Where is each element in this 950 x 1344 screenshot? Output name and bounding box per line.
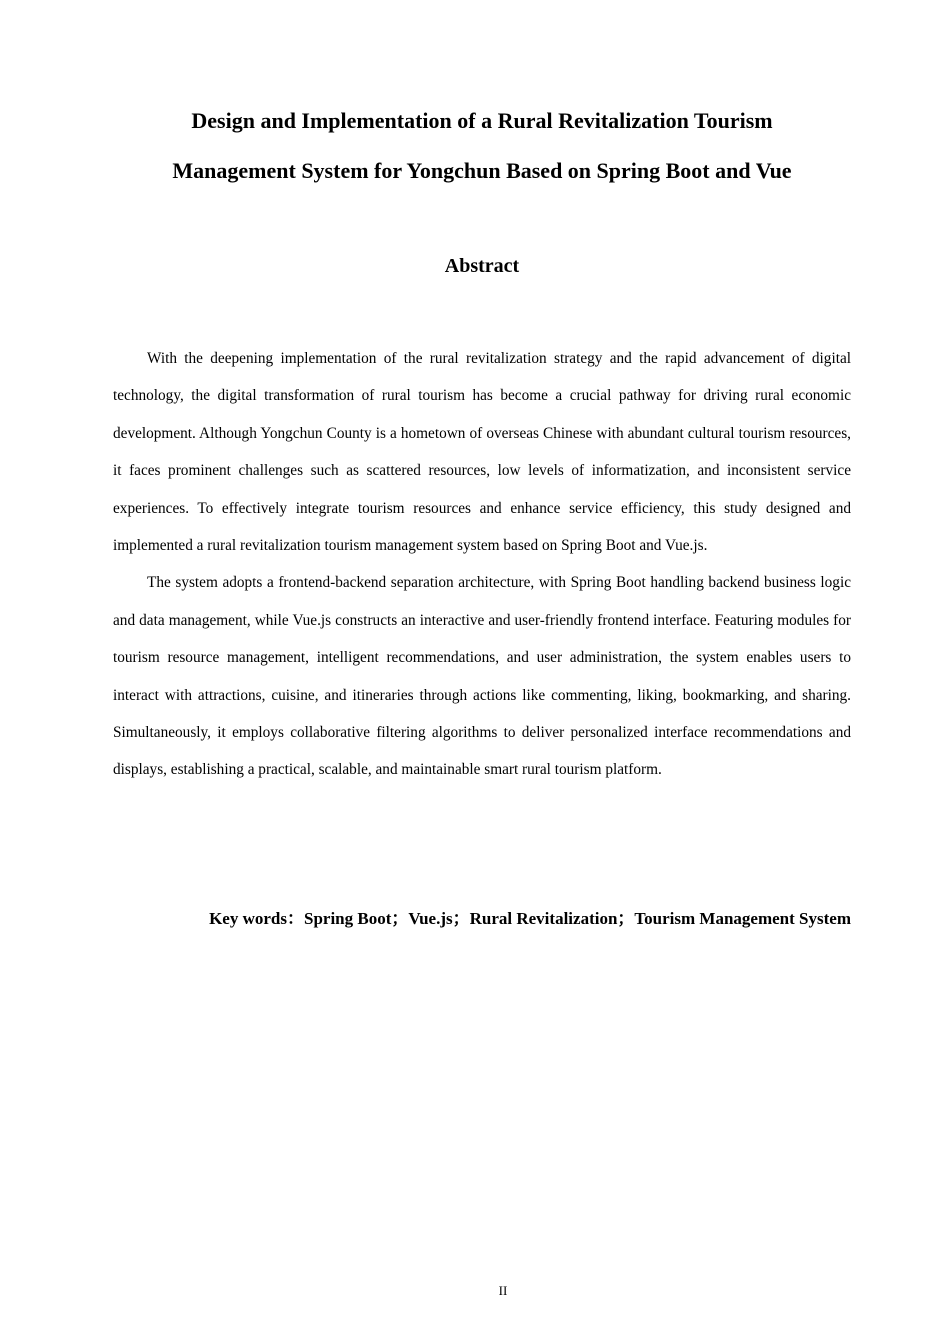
page-number: II: [498, 1283, 508, 1298]
abstract-body: [113, 340, 851, 789]
paper-title: [113, 96, 851, 196]
abstract-heading: Abstract: [444, 255, 520, 277]
abstract-paragraph-2: The system adopts a frontend-backend separation architecture, with Spring Boot handling backend business logic and data management, while Vue.js constructs an interactive and user-friendly frontend interface. Featuring modules for tourism resource management, intelligent recommendations, and user administration, the system enables users to interact with attractions, cuisine, and itineraries through actions like commenting, liking, bookmarking, and sharing. Simultaneously, it employs collaborative filtering algorithms to deliver personalized interface recommendations and displays, establishing a practical, scalable, and maintainable smart rural tourism platform.: [113, 574, 851, 779]
keywords-line: Key words：Spring Boot；Vue.js；Rural Revitalization；Tourism Management System: [209, 909, 851, 928]
title-line-2: Management System for Yongchun Based on Spring Boot and Vue: [172, 158, 792, 183]
abstract-paragraph-1: With the deepening implementation of the rural revitalization strategy and the rapid advancement of digital technology, the digital transformation of rural tourism has become a crucial pathway for driving rural economic development. Although Yongchun County is a hometown of overseas Chinese with abundant cultural tourism resources, it faces prominent challenges such as scattered resources, low levels of informatization, and inconsistent service experiences. To effectively integrate tourism resources and enhance service efficiency, this study designed and implemented a rural revitalization tourism management system based on Spring Boot and Vue.js.: [113, 350, 851, 555]
title-line-1: Design and Implementation of a Rural Revitalization Tourism: [191, 108, 773, 133]
